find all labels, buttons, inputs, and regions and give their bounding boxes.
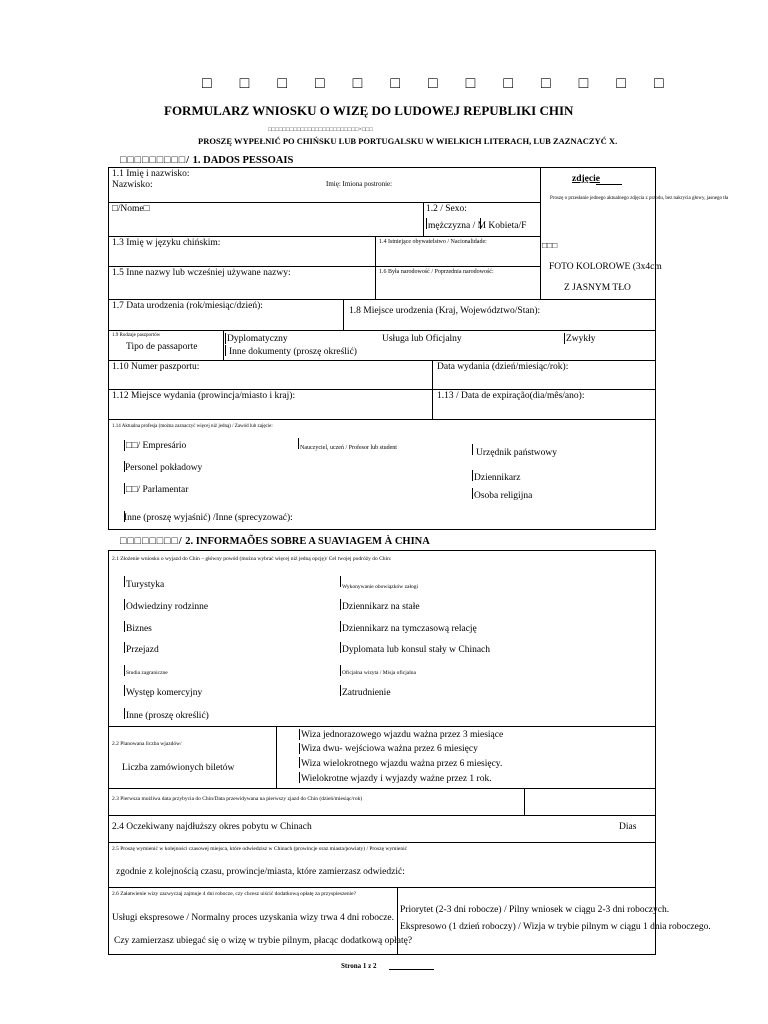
form-instruction: PROSZĘ WYPEŁNIĆ PO CHIŃSKU LUB PORTUGALSKU W WIELKICH LITERACH, LUB ZAZNACZYĆ X. [198,136,618,146]
field-2-6-sub1: Usługi ekspresowe / Normalny proces uzyskania wizy trwa 4 dni robocze. [112,913,395,923]
passport-diplomatic: Dyplomatyczny [227,334,288,344]
field-1-1-label: 1.1 Imię i nazwisko: [112,169,190,179]
express-priority: Priorytet (2-3 dni robocze) / Pilny wniosek w ciągu 2-3 dni roboczych. [400,905,670,915]
photo-color-note: FOTO KOLOROWE (3x4cm [549,262,662,272]
field-2-4-label: 2.4 Oczekiwany najdłuższy okres pobytu w Chinach [112,822,312,832]
occ-business: □□/ Empresário [126,441,187,451]
occ-parliament: □□/ Parlamentar [126,485,189,495]
field-2-5-label: 2.5 Proszę wymienić w kolejności czasowej miejsca, które odwiedzisz w Chinach (prowincje oraz miasta/powiaty) / Proszę wymienić [112,846,408,852]
checkbox-occ-religious[interactable] [472,488,473,499]
field-1-8-label: 1.8 Miejsce urodzenia (Kraj, Województwo/Stan): [349,306,541,316]
checkbox-visa-4[interactable] [299,772,300,783]
passport-normal: Zwykły [566,334,596,344]
arrival-date-input[interactable] [526,790,654,814]
passport-service: Usługa lub Oficjalny [382,334,462,344]
photo-title: zdjęcie [572,174,600,184]
photo-glyphs: □□□ [542,240,558,250]
checkbox-purpose-tourism[interactable] [124,576,125,587]
purpose-other: Inne (proszę określić) [126,711,209,721]
field-1-5-label: 1.5 Inne nazwy lub wcześniej używane nazwy: [112,268,291,278]
form-title: FORMULARZ WNIOSKU O WIZĘ DO LUDOWEJ REPUBLIKI CHIN [164,103,574,118]
checkbox-visa-2[interactable] [299,743,300,754]
checkbox-purpose-diplomat[interactable] [340,642,341,653]
field-1-9-label: 1.9 Rodzaje paszportów [112,333,161,338]
checkbox-purpose-other[interactable] [124,708,125,719]
purpose-official: Oficjalna wizyta / Misja oficjalna [342,670,416,676]
purpose-performance: Występ komercyjny [126,688,203,698]
purpose-duty: Wykonywanie obowiązków załogi [342,584,419,590]
passport-type-label: Tipo de passaporte [126,342,198,352]
occ-teacher: Nauczyciel, uczeń / Profesor lub student [300,445,397,451]
checkbox-pass-other[interactable] [225,345,226,356]
visa-double: Wiza dwu- wejściowa ważna przez 6 miesięcy [301,744,478,754]
field-1-10-label: 1.10 Numer paszportu: [112,362,200,372]
purpose-family: Odwiedziny rodzinne [126,602,209,612]
field-nome-label: □/Nome□ [112,204,150,214]
field-1-12-label: 1.12 Miejsce wydania (prowincja/miasto i kraj): [112,391,296,401]
checkbox-purpose-perf[interactable] [124,685,125,696]
header-glyph-row: □ □ □ □ □ □ □ □ □ □ □ □ □ [202,75,676,92]
field-1-3-label: 1.3 Imię w języku chińskim: [112,238,221,248]
checkbox-purpose-study[interactable] [124,665,125,676]
field-2-6-sub2: Czy zamierzasz ubiegać się o wizę w trybie pilnym, płacąc dodatkową opłatę? [114,936,413,946]
visa-single: Wiza jednorazowego wjazdu ważna przez 3 miesiące [301,730,504,740]
checkbox-purpose-duty[interactable] [340,576,341,587]
field-1-11-label: Data wydania (dzień/miesiąc/rok): [437,362,569,372]
occ-crew: Personel pokładowy [125,463,203,473]
photo-note: Proszę o przesłanie jednego aktualnego zdjęcia z przodu, bez nakrycia głowy, jasnego tła [550,196,729,201]
purpose-journ-temp: Dziennikarz na tymczasową relację [342,624,477,634]
checkbox-pass-dipl[interactable] [225,333,226,344]
field-1-13-label: 1.13 / Data de expiração(dia/mês/ano): [437,391,585,401]
purpose-journ-perm: Dziennikarz na stałe [342,602,420,612]
page-number: Strona 1 z 2 [341,962,377,970]
field-2-2-sub: Liczba zamówionych biletów [122,763,235,773]
checkbox-occ-business[interactable] [124,440,125,451]
occ-religious: Osoba religijna [474,491,533,501]
checkbox-purpose-official[interactable] [340,665,341,676]
checkbox-occ-parliament[interactable] [124,483,125,494]
field-2-5-sub: zgodnie z kolejnością czasu, prowincje/miasta, które zamierzasz odwiedzić: [116,867,405,877]
field-1-14-label: 1.14 Aktualna profesja (można zaznaczyć więcej niż jedną) / Zawód lub zajęcie: [112,424,273,429]
checkbox-purpose-family[interactable] [124,599,125,610]
field-2-6-label: 2.6 Załatwienie wizy zazwyczaj zajmuje 4 dni robocze, czy chcesz uiścić dodatkową opłatę za przyspieszenie? [112,891,357,897]
checkbox-purpose-employ[interactable] [340,685,341,696]
field-1-6-label: 1.6 Była narodowość / Poprzednia narodowość: [379,269,494,275]
checkbox-occ-official[interactable] [472,444,473,455]
photo-area[interactable] [541,210,655,298]
name-input[interactable] [154,190,534,200]
field-2-3-label: 2.3 Pierwsza możliwa data przybycia do Chin/Data przewidywana na pierwszy zjazd do Chin (dzień/miesiąc/rok) [112,796,363,802]
purpose-study: Studia zagraniczne [126,670,168,676]
purpose-tourism: Turystyka [126,580,165,590]
occ-other: Inne (proszę wyjaśnić) /Inne (sprecyzować): [124,513,293,523]
checkbox-express-1day[interactable] [397,918,398,929]
section1-heading: □□□□□□□□□/ 1. DADOS PESSOAIS [120,155,294,166]
purpose-diplomat: Dyplomata lub konsul stały w Chinach [342,645,491,655]
field-sex-label: 1.2 / Sexo: [426,204,467,214]
occ-official: Urzędnik państwowy [476,448,557,458]
sex-options: mężczyzna / M Kobieta/F [428,221,527,231]
occ-journalist: Dziennikarz [474,473,521,483]
field-1-4-label: 1.4 Istniejące obywatelstwo / Nacionalidade: [379,239,487,245]
visa-multiple-1y: Wielokrotne wjazdy i wyjazdy ważne przez 1 rok. [301,774,492,784]
section2-heading: □□□□□□□□/ 2. INFORMAÕES SOBRE A SUAVIAGEM À CHINA [120,536,430,547]
checkbox-occ-journalist[interactable] [472,470,473,481]
checkbox-occ-teacher[interactable] [298,438,299,449]
checkbox-purpose-transit[interactable] [124,642,125,653]
checkbox-sex-male[interactable] [426,218,427,229]
passport-other: Inne dokumenty (proszę określić) [229,347,357,357]
field-2-1-label: 2.1 Złożenie wniosku o wyjazd do Chin – główny powód (można wybrać więcej niż jedną opcję)/ Cel twojej podróży do Chin: [112,556,392,562]
checkbox-purpose-journ-temp[interactable] [340,621,341,632]
stay-unit-label: Dias [619,822,637,832]
express-1day: Ekspresowo (1 dzień roboczy) / Wizja w trybie pilnym w ciągu 1 dnia roboczego. [400,922,711,932]
field-surname-label: Nazwisko: [112,180,153,190]
header-small-glyphs: □□□□□□□□□□□□□□□□□□□□□□□□□×□□□ [268,127,373,133]
purpose-employment: Zatrudnienie [342,688,391,698]
checkbox-purpose-journ-perm[interactable] [340,599,341,610]
checkbox-visa-1[interactable] [299,729,300,740]
photo-bg-note: Z JASNYM TŁO [564,283,631,293]
purpose-transit: Przejazd [126,645,159,655]
checkbox-pass-normal[interactable] [564,333,565,344]
checkbox-purpose-business[interactable] [124,621,125,632]
field-1-7-label: 1.7 Data urodzenia (rok/miesiąc/dzień): [112,301,263,311]
visa-multiple-6m: Wiza wielokrotnego wjazdu ważna przez 6 miesięcy. [301,759,503,769]
purpose-business: Biznes [126,624,152,634]
checkbox-visa-3[interactable] [299,757,300,768]
field-given-names-label: Imię: Imiona postronie: [326,180,393,188]
field-2-2-label: 2.2 Planowana liczba wjazdów/ [112,741,182,747]
